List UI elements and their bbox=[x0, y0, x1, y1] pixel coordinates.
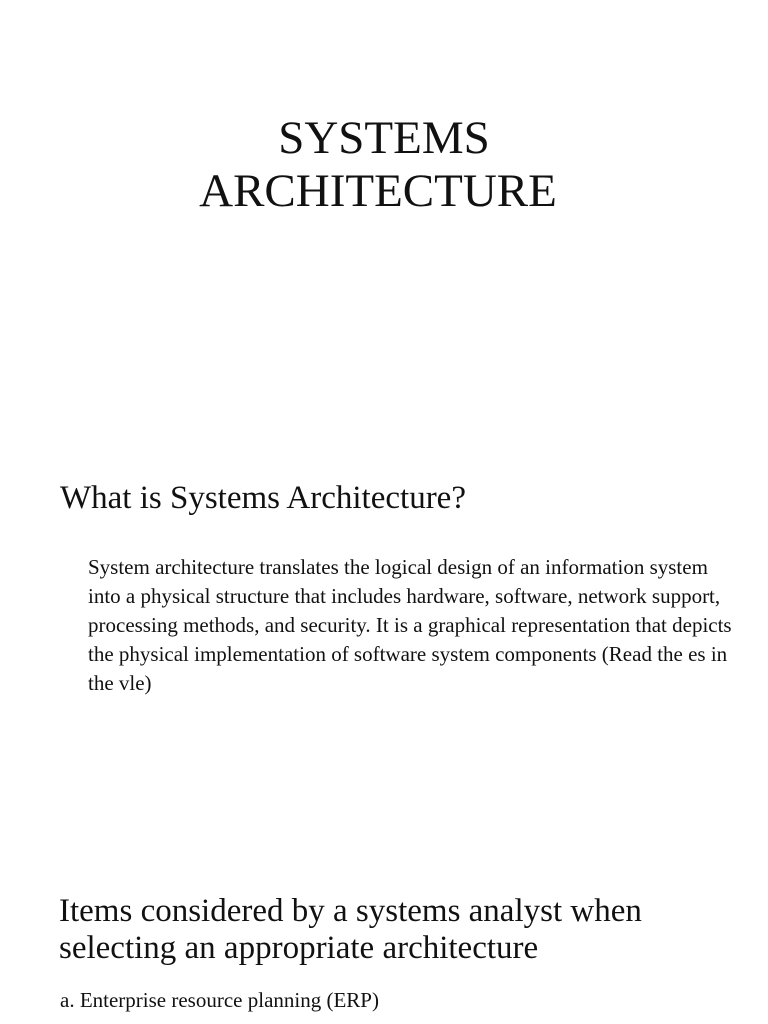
section-heading: What is Systems Architecture? bbox=[60, 480, 466, 516]
title-line-1: SYSTEMS bbox=[278, 112, 490, 164]
definition-paragraph: System architecture translates the logical design of an information system into a physical structure that includes hardware, software, network support, processing methods, and security. It is a graphical representation that depicts the physical implementation of software system components (Read the es in the vle) bbox=[88, 555, 732, 695]
section-heading: Items considered by a systems analyst when selecting an appropriate architecture bbox=[59, 893, 642, 966]
title-line-2: ARCHITECTURE bbox=[199, 165, 557, 217]
list-item: a. Enterprise resource planning (ERP) bbox=[60, 988, 379, 1012]
